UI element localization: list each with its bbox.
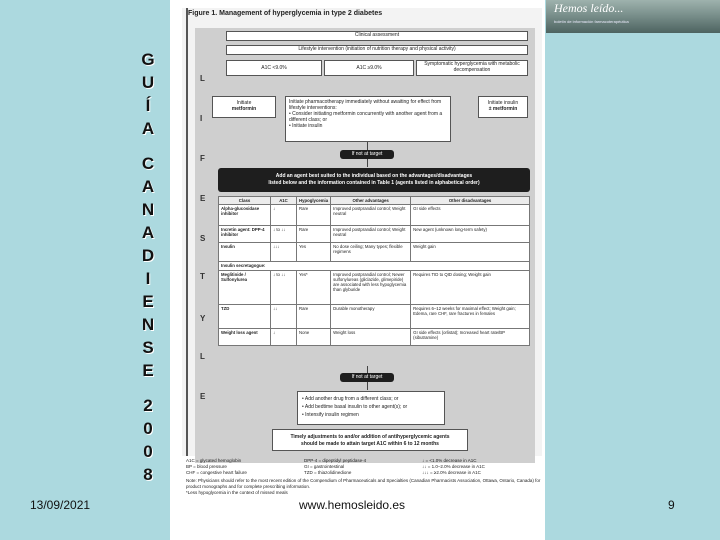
clinical-assessment-box: Clinical assessment [226, 31, 528, 41]
cell-advantages: Weight loss [331, 329, 411, 346]
title-letter: Í [145, 96, 151, 115]
title-letter: C [141, 154, 155, 173]
legend-item: A1C = glycated hemoglobin [186, 458, 242, 463]
pharmacotherapy-box [285, 96, 451, 142]
next-steps-box [297, 391, 445, 425]
cell-advantages: Improved postprandial control; Newer sulfonylureas (gliclazide, glimepiride) are associated with less hypoglycemia than glyburide [331, 271, 411, 305]
cell-a1c: ↓ [271, 329, 297, 346]
prescribing-note: Note: Physicians should refer to the most recent edition of the Compendium of Pharmaceuticals and Specialties (Canadian Pharmacists Association, Ottawa, Ontario, Canada) for product monographs and for complete prescribing information. [186, 478, 541, 489]
title-letter: 0 [143, 419, 153, 438]
cell-a1c: ↓ [271, 205, 297, 226]
title-letter: G [141, 50, 155, 69]
if-not-target-pill: If not at target [340, 150, 394, 159]
col-header-a1c: A1C [271, 197, 297, 205]
pharmacotherapy-line-1: Initiate pharmacotherapy immediately without awaiting for effect from lifestyle interventions: [289, 99, 442, 111]
table-header-row [219, 197, 530, 205]
cell-class: Insulin [219, 243, 271, 262]
table-row [219, 205, 530, 226]
title-letter: 0 [143, 442, 153, 461]
flow-arrow [367, 366, 368, 373]
cell-a1c: ↓↓ [271, 305, 297, 329]
legend-item: DPP-4 = dipeptidyl peptidase-4 [304, 458, 367, 463]
figure-accent-bar [186, 8, 188, 456]
title-letter: A [141, 223, 155, 242]
logo-title: Hemos leído... [554, 1, 624, 15]
table-row [219, 271, 530, 305]
cell-advantages: No dose ceiling; Many types; flexible regimens [331, 243, 411, 262]
title-letter: D [141, 246, 155, 265]
insulin-line-1: Initiate insulin [487, 100, 519, 106]
flow-arrow [367, 159, 368, 167]
cell-class: TZD [219, 305, 271, 329]
lifestyle-intervention-box: Lifestyle intervention (initiation of nutrition therapy and physical activity) [226, 45, 528, 55]
legend-item: ↓ = <1.0% decrease in A1C [422, 458, 477, 463]
legend-item: ↓↓ = 1.0–2.0% decrease in A1C [422, 464, 485, 469]
pharmacotherapy-line-2: • Consider initiating metformin concurrently with another agent from a different class; or [289, 111, 443, 123]
cell-class: Alpha-glucosidase inhibitor [219, 205, 271, 226]
cell-advantages: Improved postprandial control; Weight neutral [331, 205, 411, 226]
timely-adjustment-box [272, 429, 468, 451]
lifestyle-letter: E [200, 392, 206, 401]
next-step-item: • Intensify insulin regimen [302, 412, 359, 418]
cell-class: Insulin secretagogue: [219, 262, 530, 271]
lifestyle-letter: F [200, 154, 205, 163]
title-letter: S [142, 338, 154, 357]
metformin-line-1: Initiate [236, 100, 252, 106]
cell-disadvantages: Requires TID to QID dosing; Weight gain [411, 271, 530, 305]
next-step-item: • Add another drug from a different class; or [302, 396, 399, 402]
agent-table [218, 196, 530, 346]
title-letter: 8 [143, 465, 153, 484]
lifestyle-letter: I [200, 114, 203, 123]
next-step-item: • Add bedtime basal insulin to other agent(s); or [302, 404, 408, 410]
cell-disadvantages: Requires 6–12 weeks for maximal effect; Weight gain; Edema, rare CHF, rare fractures in females [411, 305, 530, 329]
legend-item: TZD = thiazolidinedione [304, 470, 352, 475]
lifestyle-letter: Y [200, 314, 206, 323]
lifestyle-letter: L [200, 74, 205, 83]
legend-item: BP = blood pressure [186, 464, 227, 469]
footer-url[interactable]: www.hemosleido.es [296, 498, 408, 512]
legend-item: GI = gastrointestinal [304, 464, 345, 469]
cell-disadvantages: Weight gain [411, 243, 530, 262]
logo-subtitle: boletín de información farmacoterapéutica [554, 19, 629, 24]
cell-class: Weight loss agent [219, 329, 271, 346]
insulin-line-2: ± metformin [488, 106, 518, 112]
table-row [219, 226, 530, 243]
figure-notes [186, 458, 542, 496]
col-header-disadvantages: Other disadvantages [411, 197, 530, 205]
lifestyle-letter: E [200, 194, 206, 203]
title-letter: N [141, 200, 155, 219]
cell-hypoglycemia: Rare [297, 305, 331, 329]
title-letter: 2 [143, 396, 153, 415]
add-agent-line-1: Add an agent best suited to the individual based on the advantages/disadvantages [275, 173, 473, 179]
legend-row [186, 470, 542, 476]
hemos-leido-logo [546, 0, 720, 33]
cell-advantages: Durable monotherapy [331, 305, 411, 329]
metformin-line-2: metformin [231, 106, 257, 112]
add-agent-line-2: listed below and the information contained in Table 1 (agents listed in alphabetical order) [268, 180, 480, 186]
cell-hypoglycemia: Yes [297, 243, 331, 262]
title-letter: E [142, 292, 154, 311]
title-letter: I [145, 269, 151, 288]
cell-disadvantages: New agent (unknown long-term safety) [411, 226, 530, 243]
flow-arrow [367, 142, 368, 150]
pharmacotherapy-line-3: • Initiate insulin [289, 123, 323, 129]
col-header-hypoglycemia: Hypoglycemia [297, 197, 331, 205]
a1c-low-box: A1C <9.0% [226, 60, 322, 76]
table-row [219, 329, 530, 346]
initiate-metformin-box [212, 96, 276, 118]
footnote: *Less hypoglycemia in the context of missed meals [186, 490, 288, 495]
cell-disadvantages: GI side effects [411, 205, 530, 226]
a1c-high-box: A1C ≥9.0% [324, 60, 414, 76]
lifestyle-letter: L [200, 352, 205, 361]
initiate-insulin-box [478, 96, 528, 118]
cell-class: Incretin agent: DPP-4 inhibitor [219, 226, 271, 243]
table-row [219, 262, 530, 271]
right-side-panel [545, 0, 720, 540]
title-letter: E [142, 361, 154, 380]
flow-arrow [367, 382, 368, 390]
symptomatic-box: Symptomatic hyperglycemia with metabolic decompensation [416, 60, 528, 76]
if-not-target-pill: If not at target [340, 373, 394, 382]
col-header-advantages: Other advantages [331, 197, 411, 205]
cell-class: Meglitinide / Sulfonylurea [219, 271, 271, 305]
slide-date: 13/09/2021 [30, 498, 91, 512]
cell-hypoglycemia: Yes* [297, 271, 331, 305]
cell-hypoglycemia: Rare [297, 205, 331, 226]
legend-item: CHF = congestive heart failure [186, 470, 247, 475]
cell-hypoglycemia: None [297, 329, 331, 346]
timely-line-1: Timely adjustments to and/or addition of antihyperglycemic agents [290, 434, 450, 440]
legend-item: ↓↓↓ = ≥2.0% decrease in A1C [422, 470, 481, 475]
figure-title: Figure 1. Management of hyperglycemia in type 2 diabetes [188, 10, 383, 17]
title-letter: A [141, 119, 155, 138]
table-row [219, 243, 530, 262]
page-number: 9 [668, 498, 675, 512]
lifestyle-letter: T [200, 272, 205, 281]
add-agent-banner [218, 168, 530, 192]
cell-advantages: Improved postprandial control; Weight neutral [331, 226, 411, 243]
title-letter: N [141, 315, 155, 334]
cell-disadvantages: GI side effects (orlistat); Increased heart rate/BP (sibutramine) [411, 329, 530, 346]
title-letter: U [141, 73, 155, 92]
lifestyle-letter: S [200, 234, 206, 243]
cell-a1c: ↓↓↓ [271, 243, 297, 262]
table-row [219, 305, 530, 329]
title-letter: A [141, 177, 155, 196]
cell-hypoglycemia: Rare [297, 226, 331, 243]
timely-line-2: should be made to attain target A1C within 6 to 12 months [301, 441, 439, 447]
col-header-class: Class [219, 197, 271, 205]
cell-a1c: ↓ to ↓↓ [271, 271, 297, 305]
vertical-title [138, 48, 158, 486]
cell-a1c: ↓ to ↓↓ [271, 226, 297, 243]
